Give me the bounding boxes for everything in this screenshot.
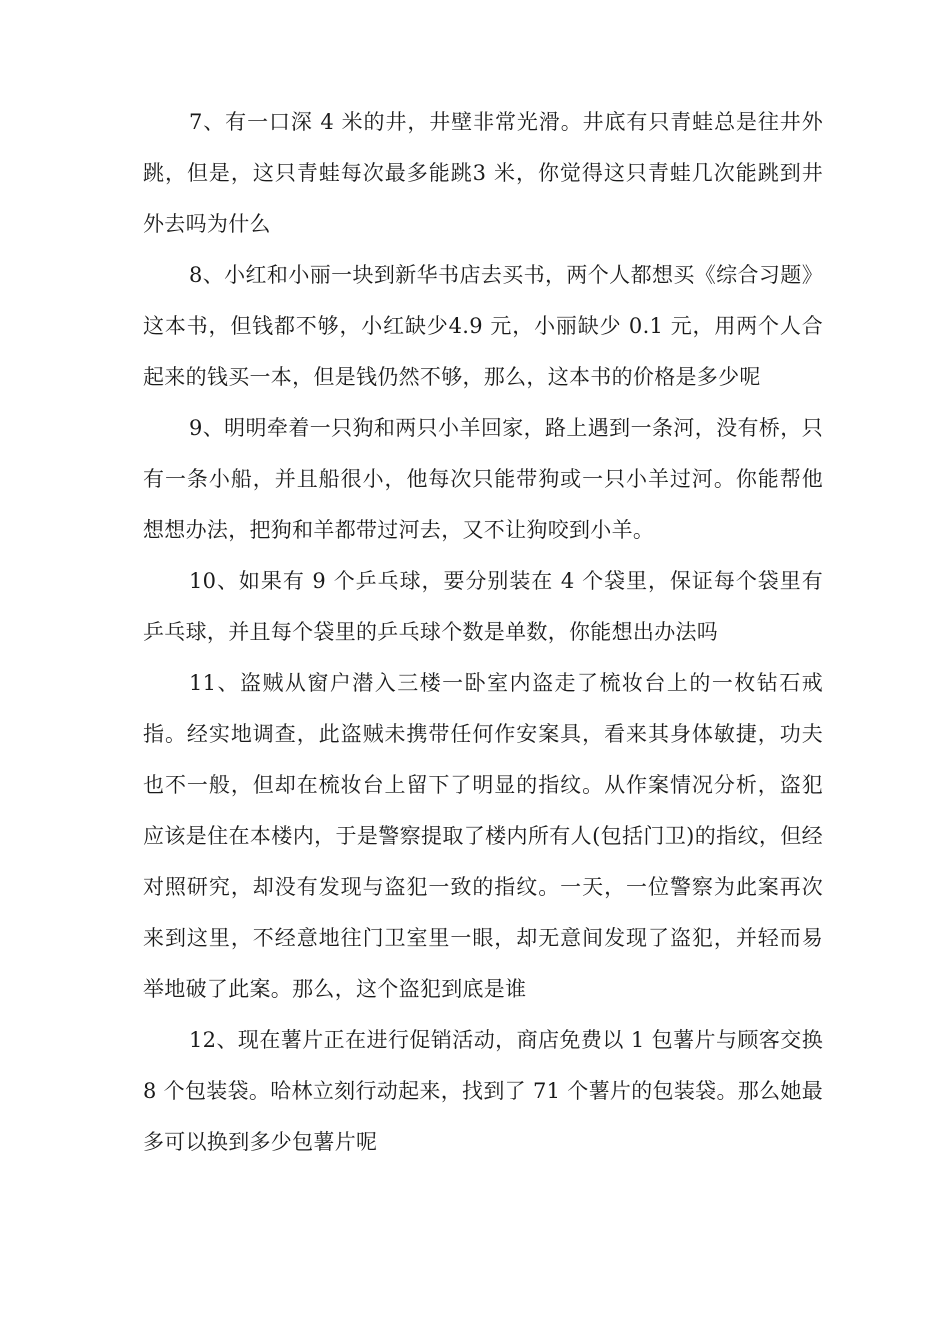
question-10-paragraph: 10、如果有 9 个乒乓球，要分别装在 4 个袋里，保证每个袋里有乒乓球，并且每个袋里的乒乓球个数是单数，你能想出办法吗 (143, 569, 823, 644)
question-8-paragraph: 8、小红和小丽一块到新华书店去买书，两个人都想买《综合习题》这本书，但钱都不够，小红缺少4.9 元，小丽缺少 0.1 元，用两个人合起来的钱买一本，但是钱仍然不够，那么，这本书的价格是多少呢 (143, 263, 823, 389)
question-11-paragraph: 11、盗贼从窗户潜入三楼一卧室内盗走了梳妆台上的一枚钻石戒指。经实地调查，此盗贼未携带任何作安案具，看来其身体敏捷，功夫也不一般，但却在梳妆台上留下了明显的指纹。从作案情况分析，盗犯应该是住在本楼内，于是警察提取了楼内所有人(包括门卫)的指纹，但经对照研究，却没有发现与盗犯一致的指纹。一天，一位警察为此案再次来到这里，不经意地往门卫室里一眼，却无意间发现了盗犯，并轻而易举地破了此案。那么，这个盗犯到底是谁 (143, 671, 823, 1001)
document-page (143, 97, 823, 1168)
question-7-paragraph: 7、有一口深 4 米的井，井壁非常光滑。井底有只青蛙总是往井外跳，但是，这只青蛙每次最多能跳3 米，你觉得这只青蛙几次能跳到井外去吗为什么 (143, 110, 823, 236)
question-12-paragraph: 12、现在薯片正在进行促销活动，商店免费以 1 包薯片与顾客交换 8 个包装袋。哈林立刻行动起来，找到了 71 个薯片的包装袋。那么她最多可以换到多少包薯片呢 (143, 1028, 823, 1154)
question-9-paragraph: 9、明明牵着一只狗和两只小羊回家，路上遇到一条河，没有桥，只有一条小船，并且船很小，他每次只能带狗或一只小羊过河。你能帮他想想办法，把狗和羊都带过河去，又不让狗咬到小羊。 (143, 416, 823, 542)
